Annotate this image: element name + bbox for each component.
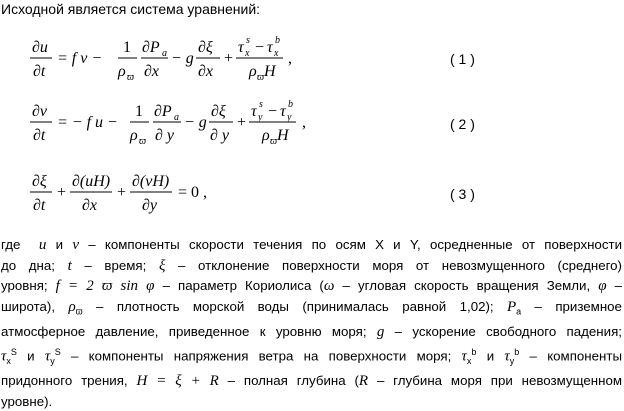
equation-3-number: ( 3 )	[450, 186, 475, 202]
eq2-frac2-num: ∂P	[154, 103, 172, 120]
eq2-frac2-num-sub: a	[174, 112, 179, 123]
eq2-frac4-den: ρ	[262, 127, 270, 144]
eq2-tau-a-sub: y	[258, 112, 263, 123]
eq3-plus1: +	[57, 184, 67, 201]
equation-2-formula	[30, 100, 330, 150]
equation-3	[30, 170, 320, 220]
eq1-frac1-den: ρ	[118, 63, 126, 80]
equation-1-number: ( 1 )	[450, 51, 475, 67]
eq2-frac1-den-sub: ϖ	[139, 136, 147, 147]
eq1-op-g: − g	[171, 50, 194, 67]
eq2-comma: ,	[302, 114, 306, 131]
eq3-tail: = 0 ,	[178, 184, 208, 201]
eq2-tau-b: τ	[280, 103, 286, 120]
eq1-frac3-den: ∂x	[198, 63, 214, 80]
eq1-frac4-den: ρ	[249, 63, 257, 80]
eq2-frac4-den-sub: ϖ	[270, 136, 278, 147]
eq2-frac1-den: ρ	[130, 127, 138, 144]
equation-1-formula	[30, 36, 320, 86]
eq2-tau-minus: −	[268, 103, 278, 120]
para-line-2: до дна; t – время; ξ – отклонение поверхности моря от невозмущенного (среднего)	[1, 257, 622, 274]
equation-2-number: ( 2 )	[450, 116, 475, 132]
equation-3-formula	[30, 170, 260, 220]
eq1-tau-minus: −	[255, 39, 265, 56]
eq3-frac3-num: ∂(vH)	[132, 173, 170, 190]
eq2-rhs-a: = − f u −	[57, 114, 118, 131]
eq1-lhs-den: ∂t	[33, 63, 46, 80]
eq2-frac3-den: ∂ y	[210, 127, 230, 144]
eq1-plus: +	[224, 50, 234, 67]
eq1-frac2-num: ∂P	[142, 39, 160, 56]
eq1-frac2-den: ∂x	[144, 63, 160, 80]
eq2-lhs-den: ∂t	[33, 127, 46, 144]
eq1-frac1-den-sub: ϖ	[127, 72, 135, 83]
eq2-tau-a: τ	[251, 103, 257, 120]
eq2-frac4-den-H: H	[277, 127, 289, 144]
eq2-op-g: − g	[184, 114, 207, 131]
eq1-tau-a: τ	[238, 39, 244, 56]
eq2-tau-a-sup: s	[259, 99, 263, 110]
eq1-frac2-num-sub: a	[162, 48, 167, 59]
eq2-tau-b-sub: y	[287, 112, 292, 123]
eq2-lhs-num: ∂v	[32, 103, 48, 120]
eq3-frac3-den: ∂y	[142, 197, 158, 214]
eq2-plus: +	[237, 114, 247, 131]
eq2-frac3-num: ∂ξ	[211, 103, 226, 120]
para-line-8: уровне).	[1, 393, 53, 409]
eq1-tau-b: τ	[267, 39, 273, 56]
eq2-frac1-num: 1	[135, 103, 143, 120]
eq1-frac4-den-H: H	[264, 63, 276, 80]
eq3-plus2: +	[117, 184, 127, 201]
para-line-6: $\tau_x^S$ и $\tau_y^S$ – компоненты напряжения ветра на поверхности моря; $\tau_x^b$ и $\tau_y^b$ – компоненты	[1, 346, 623, 366]
para-line-7: придонного трения, H = ξ + R – полная глубина (R – глубина моря при невозмущенном	[1, 373, 622, 390]
eq1-tau-b-sup: b	[275, 35, 280, 46]
equation-2	[30, 100, 320, 150]
eq1-tau-a-sup: s	[246, 35, 250, 46]
eq2-tau-b-sup: b	[288, 99, 293, 110]
definitions-paragraph	[1, 235, 622, 411]
para-line-1: где u и v – компоненты скорости течения по осям X и Y, осредненные от поверхности	[1, 237, 622, 253]
eq3-frac2-den: ∂x	[82, 197, 98, 214]
eq3-lhs-num: ∂ξ	[32, 173, 47, 190]
eq1-frac1-num: 1	[123, 39, 131, 56]
eq1-tau-a-sub: x	[245, 48, 250, 59]
eq1-comma: ,	[288, 50, 292, 67]
eq1-tau-b-sub: x	[274, 48, 279, 59]
para-line-3: уровня; f = 2 ϖ sin φ – параметр Кориолиса (ω – угловая скорость вращения Земли, φ –	[1, 278, 623, 295]
eq1-frac4-den-sub: ϖ	[257, 72, 265, 83]
eq3-lhs-den: ∂t	[33, 197, 46, 214]
eq2-frac2-den: ∂ y	[155, 127, 175, 144]
eq1-lhs-num: ∂u	[32, 39, 48, 56]
intro-text: Исходной является система уравнений:	[1, 1, 261, 17]
para-line-4: широта), $\rho_ϖ$ – плотность морской воды (принималась равной 1,02); $P_a$ – приземное	[1, 298, 622, 317]
eq1-frac3-num: ∂ξ	[198, 39, 213, 56]
para-line-5: атмосферное давление, приведенное к уровню моря; g – ускорение свободного падения;	[1, 324, 622, 341]
equation-1	[30, 36, 320, 86]
eq3-frac2-num: ∂(uH)	[72, 173, 111, 190]
eq1-rhs-a: = f v −	[57, 50, 103, 67]
